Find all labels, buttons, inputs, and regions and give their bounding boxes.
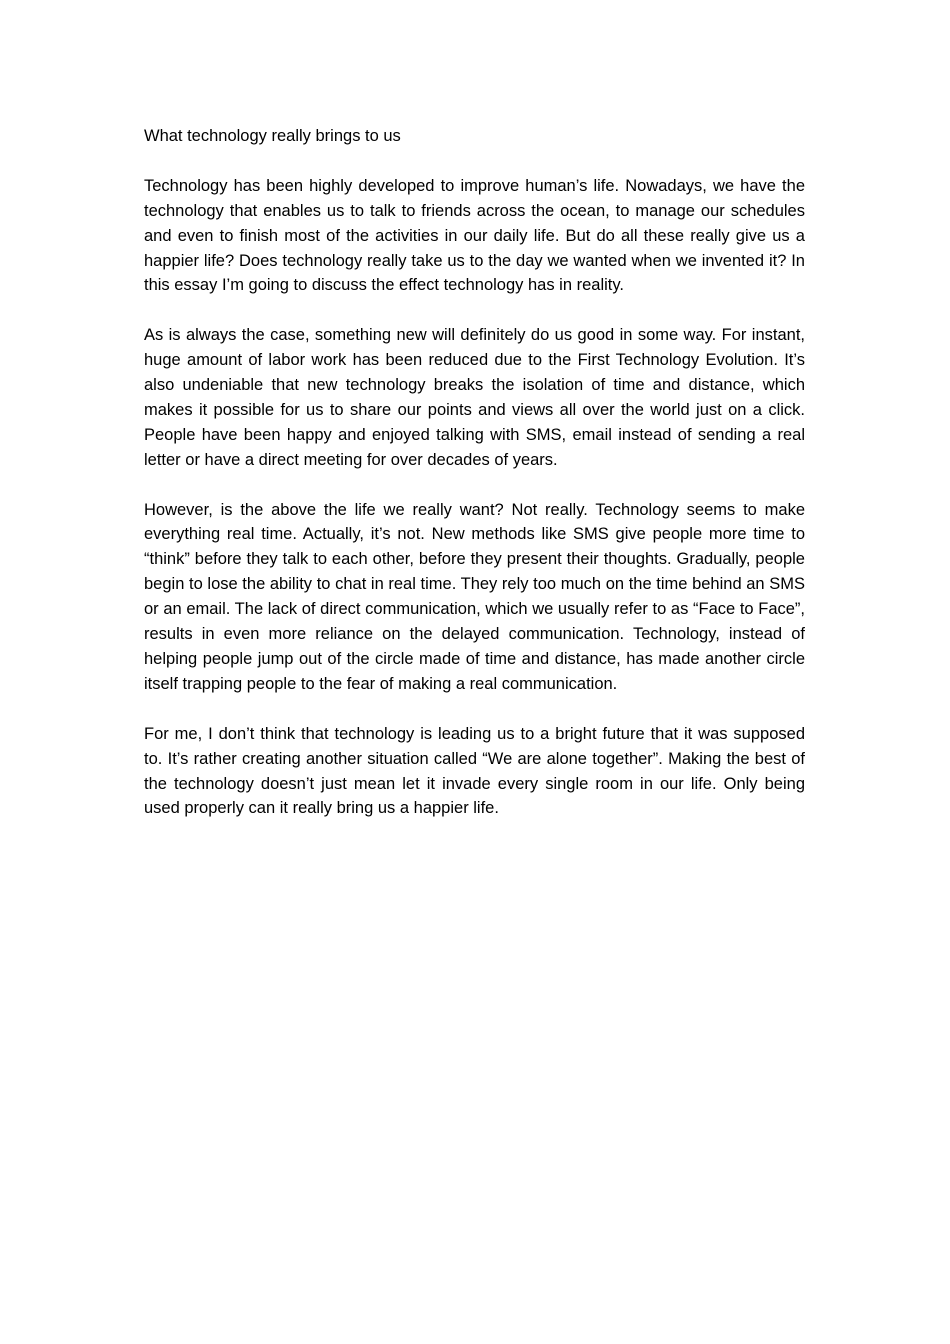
paragraph-3: However, is the above the life we really want? Not really. Technology seems to make everything real time. Actually, it’s not. New methods like SMS give people more time to “think” before they talk to each other, before they present their thoughts. Gradually, people begin to lose the ability to chat in real time. They rely too much on the time behind an SMS or an email. The lack of direct communication, which we usually refer to as “Face to Face”, results in even more reliance on the delayed communication. Technology, instead of helping people jump out of the circle made of time and distance, has made another circle itself trapping people to the fear of making a real communication. (144, 500, 805, 693)
paragraph-1: Technology has been highly developed to improve human’s life. Nowadays, we have the technology that enables us to talk to friends across the ocean, to manage our schedules and even to finish most of the activities in our daily life. But do all these really give us a happier life? Does technology really take us to the day we wanted when we invented it? In this essay I’m going to discuss the effect technology has in reality. (144, 176, 805, 295)
document-body (144, 124, 805, 846)
paragraph-4: For me, I don’t think that technology is leading us to a bright future that it was supposed to. It’s rather creating another situation called “We are alone together”. Making the best of the technology doesn’t just mean let it invade every single room in our life. Only being used properly can it really bring us a happier life. (144, 724, 805, 818)
paragraph-2: As is always the case, something new will definitely do us good in some way. For instant, huge amount of labor work has been reduced due to the First Technology Evolution. It’s also undeniable that new technology breaks the isolation of time and distance, which makes it possible for us to share our points and views all over the world just on a click. People have been happy and enjoyed talking with SMS, email instead of sending a real letter or have a direct meeting for over decades of years. (144, 326, 805, 469)
document-title: What technology really brings to us (144, 127, 401, 145)
